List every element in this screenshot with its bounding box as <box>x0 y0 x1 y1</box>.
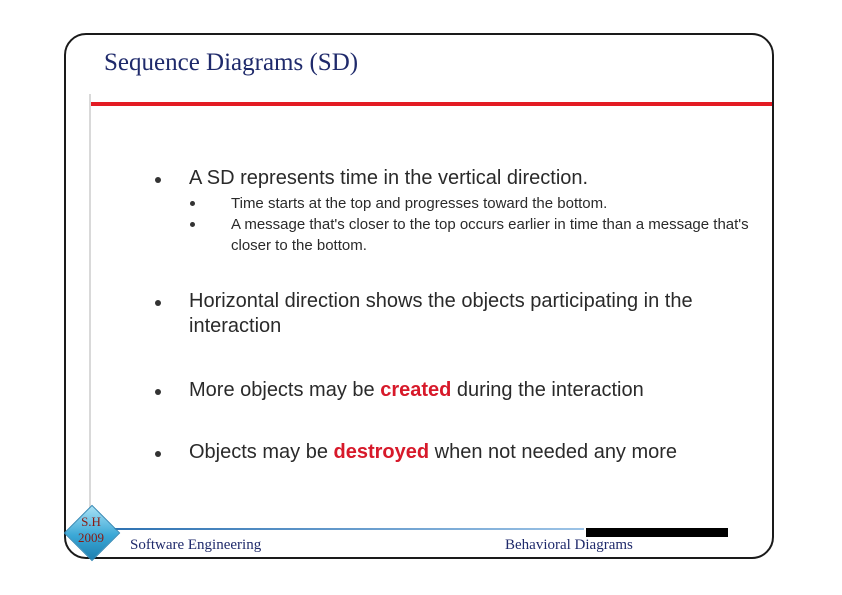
bullet-list <box>150 166 750 465</box>
footer-rule <box>96 528 584 530</box>
sub-bullet-list <box>189 193 750 256</box>
bullet-text: A SD represents time in the vertical direction. <box>189 167 589 189</box>
bullet-item <box>150 440 750 465</box>
bullet-item <box>150 166 750 256</box>
left-margin-rule <box>89 94 91 514</box>
bullet-item <box>150 378 750 403</box>
bullet-item <box>150 289 750 339</box>
sub-bullet-item: Time starts at the top and progresses toward the bottom. <box>189 193 750 214</box>
highlight-destroyed: destroyed <box>333 441 430 463</box>
bullet-text-after: when not needed any more <box>429 441 678 463</box>
author-badge <box>64 505 118 559</box>
highlight-created: created <box>380 379 452 401</box>
bullet-text-after: during the interaction <box>451 379 644 401</box>
bullet-text: Horizontal direction shows the objects participating in the interaction <box>189 290 693 337</box>
footer-topic: Behavioral Diagrams <box>505 537 633 553</box>
bullet-text-before: More objects may be <box>189 379 381 401</box>
footer-course: Software Engineering <box>130 537 262 553</box>
title-underline <box>90 102 772 106</box>
badge-initials: S.H <box>81 514 101 529</box>
slide-title: Sequence Diagrams (SD) <box>104 49 359 76</box>
bullet-text-before: Objects may be <box>189 441 334 463</box>
footer-black-bar <box>586 528 728 537</box>
badge-text <box>64 514 118 546</box>
sub-bullet-item: A message that's closer to the top occurs earlier in time than a message that's closer to the bottom. <box>189 214 750 256</box>
badge-year: 2009 <box>78 530 104 545</box>
